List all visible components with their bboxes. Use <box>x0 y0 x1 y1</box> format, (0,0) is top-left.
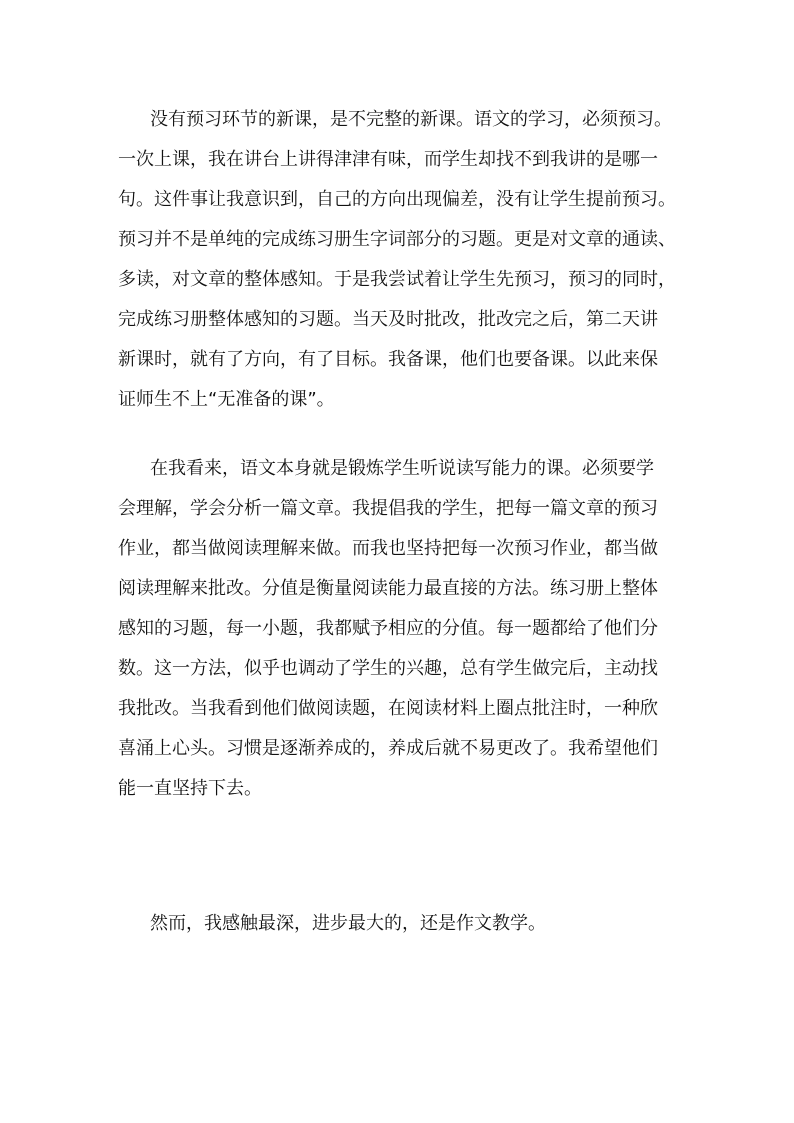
paragraph-line: 新课时，就有了方向，有了目标。我备课，他们也要备课。以此来保 <box>118 349 658 370</box>
paragraph-line: 会理解，学会分析一篇文章。我提倡我的学生，把每一篇文章的预习 <box>118 498 658 519</box>
paragraph-line: 我批改。当我看到他们做阅读题，在阅读材料上圈点批注时，一种欣 <box>118 698 658 719</box>
paragraph-line: 预习并不是单纯的完成练习册生字词部分的习题。更是对文章的通读、 <box>118 229 676 250</box>
paragraph-line: 多读，对文章的整体感知。于是我尝试着让学生先预习，预习的同时， <box>118 269 676 290</box>
paragraph-line: 没有预习环节的新课，是不完整的新课。语文的学习，必须预习。 <box>150 109 672 130</box>
paragraph-line: 句。这件事让我意识到，自己的方向出现偏差，没有让学生提前预习。 <box>118 189 676 210</box>
paragraph-line: 喜涌上心头。习惯是逐渐养成的，养成后就不易更改了。我希望他们 <box>118 738 658 759</box>
paragraph-line: 证师生不上“无准备的课”。 <box>118 389 335 410</box>
paragraph-line: 数。这一方法，似乎也调动了学生的兴趣，总有学生做完后，主动找 <box>118 658 658 679</box>
paragraph-line: 一次上课，我在讲台上讲得津津有味，而学生却找不到我讲的是哪一 <box>118 149 658 170</box>
paragraph-line: 能一直坚持下去。 <box>118 778 262 799</box>
paragraph-line: 然而，我感触最深，进步最大的，还是作文教学。 <box>150 913 546 934</box>
paragraph-line: 完成练习册整体感知的习题。当天及时批改，批改完之后，第二天讲 <box>118 309 658 330</box>
paragraph-line: 作业，都当做阅读理解来做。而我也坚持把每一次预习作业，都当做 <box>118 538 658 559</box>
paragraph-line: 在我看来，语文本身就是锻炼学生听说读写能力的课。必须要学 <box>150 458 654 479</box>
paragraph-line: 感知的习题，每一小题，我都赋予相应的分值。每一题都给了他们分 <box>118 618 658 639</box>
paragraph-line: 阅读理解来批改。分值是衡量阅读能力最直接的方法。练习册上整体 <box>118 578 658 599</box>
